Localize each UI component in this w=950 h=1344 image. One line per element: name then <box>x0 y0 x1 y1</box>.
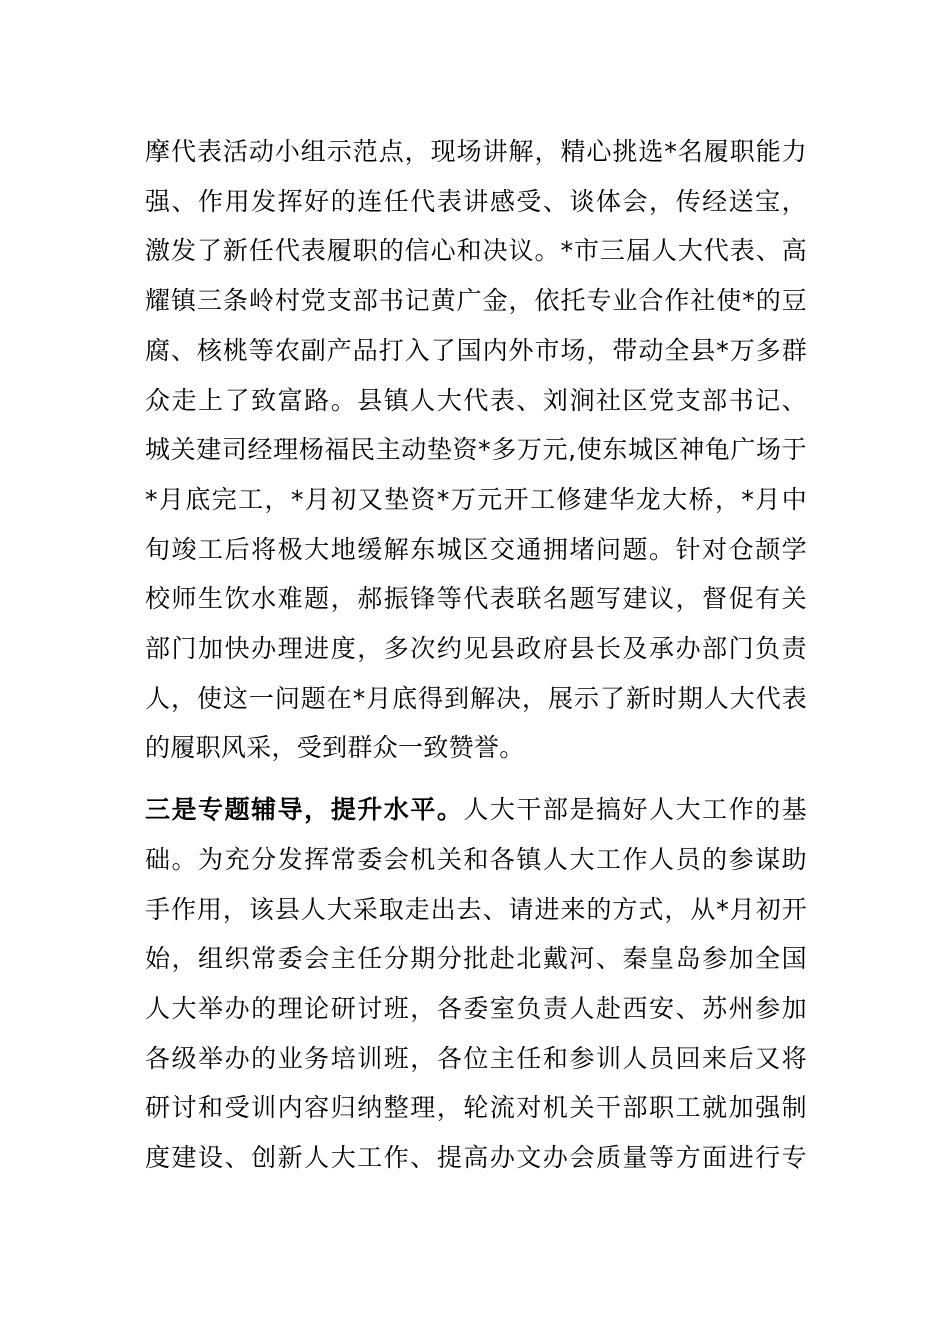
text-line: 部门加快办理进度，多次约见县政府县长及承办部门负责 <box>145 634 807 664</box>
text-line: 各级举办的业务培训班，各位主任和参训人员回来后又将 <box>145 1043 807 1073</box>
text-line: 础。为充分发挥常委会机关和各镇人大工作人员的参谋助 <box>145 844 807 874</box>
text-line: 众走上了致富路。县镇人大代表、刘涧社区党支部书记、 <box>145 385 807 415</box>
text-line: 研讨和受训内容归纳整理，轮流对机关干部职工就加强制 <box>145 1093 807 1123</box>
text-line: 城关建司经理杨福民主动垫资*多万元,使东城区神龟广场于 <box>145 435 807 465</box>
text-line-rest: 人大干部是搞好人大工作的基 <box>463 795 807 825</box>
text-line: 度建设、创新人大工作、提高办文办会质量等方面进行专 <box>145 1143 807 1173</box>
text-line: 人，使这一问题在*月底得到解决，展示了新时期人大代表 <box>145 683 807 713</box>
text-line: 强、作用发挥好的连任代表讲感受、谈体会，传经送宝， <box>145 186 807 216</box>
text-line: *月底完工，*月初又垫资*万元开工修建华龙大桥，*月中 <box>145 484 807 514</box>
text-line: 腐、核桃等农副产品打入了国内外市场，带动全县*万多群 <box>145 335 807 365</box>
document-page <box>145 127 807 1183</box>
text-line: 人大举办的理论研讨班，各委室负责人赴西安、苏州参加 <box>145 993 807 1023</box>
text-line-first <box>145 785 807 835</box>
paragraph-1 <box>145 127 807 773</box>
text-line: 摩代表活动小组示范点，现场讲解，精心挑选*名履职能力 <box>145 137 807 166</box>
text-line: 手作用，该县人大采取走出去、请进来的方式，从*月初开 <box>145 894 807 924</box>
text-line: 校师生饮水难题，郝振锋等代表联名题写建议，督促有关 <box>145 584 807 614</box>
text-line: 始，组织常委会主任分期分批赴北戴河、秦皇岛参加全国 <box>145 944 807 974</box>
section-heading: 三是专题辅导，提升水平。 <box>145 795 464 825</box>
text-line: 激发了新任代表履职的信心和决议。*市三届人大代表、高 <box>145 236 807 266</box>
text-line: 的履职风采，受到群众一致赞誉。 <box>145 733 525 763</box>
text-line: 耀镇三条岭村党支部书记黄广金，依托专业合作社使*的豆 <box>145 286 807 316</box>
paragraph-2 <box>145 785 807 1183</box>
text-line: 旬竣工后将极大地缓解东城区交通拥堵问题。针对仓颉学 <box>145 534 807 564</box>
